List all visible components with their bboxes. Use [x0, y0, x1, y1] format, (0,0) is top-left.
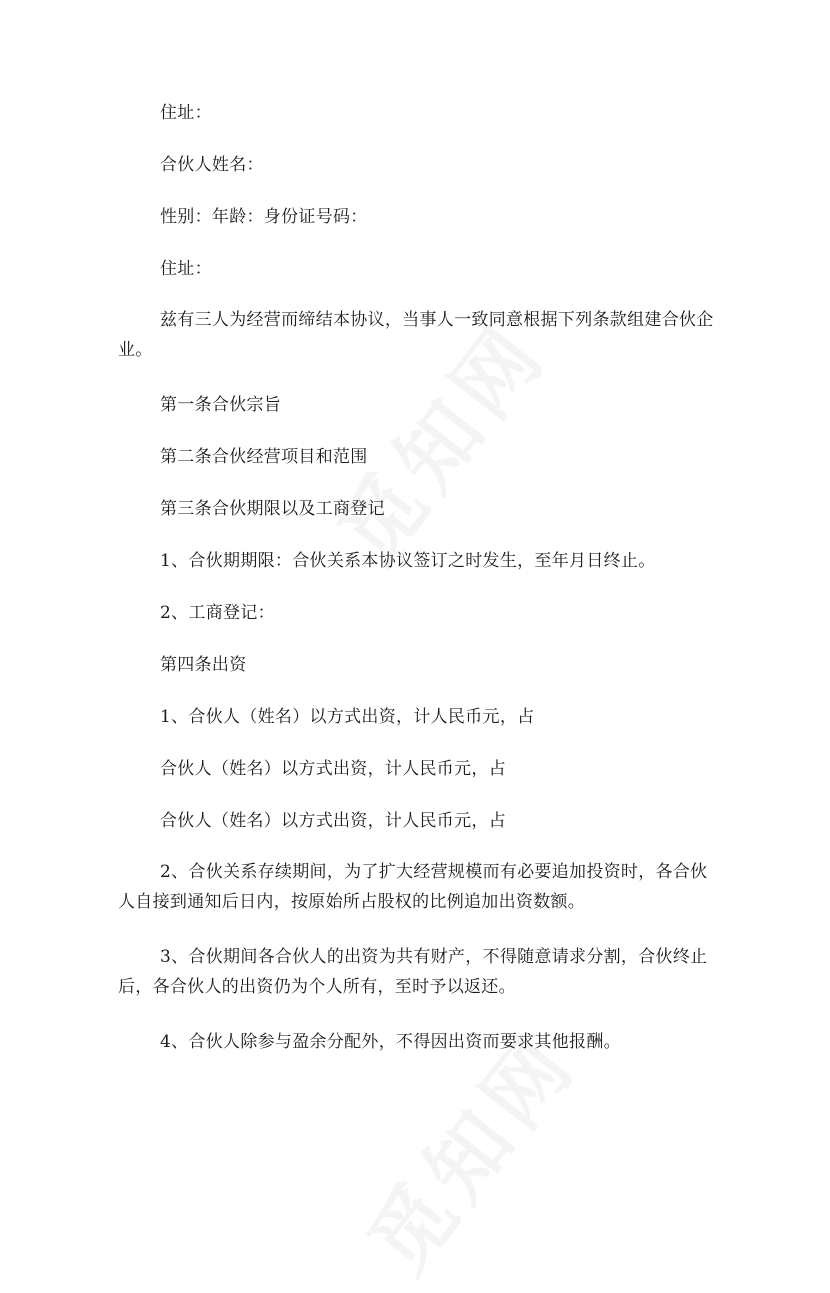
paragraph-article-4: 第四条出资 — [160, 655, 247, 675]
paragraph-address-2: 住址： — [160, 259, 212, 279]
paragraph-article-2: 第二条合伙经营项目和范围 — [160, 447, 368, 467]
paragraph-contribution-3: 合伙人（姓名）以方式出资，计人民币元，占 — [160, 811, 506, 831]
paragraph-registration: 2、工商登记： — [160, 603, 275, 623]
paragraph-gender-age-id: 性别：年龄：身份证号码： — [160, 207, 368, 227]
paragraph-article-1: 第一条合伙宗旨 — [160, 395, 282, 415]
paragraph-additional-investment: 2、合伙关系存续期间，为了扩大经营规模而有必要追加投资时，各合伙人自接到通知后日内，按原始所占股权的比例追加出资数额。 — [118, 862, 708, 912]
paragraph-partner-name: 合伙人姓名： — [160, 155, 264, 175]
paragraph-term: 1、合伙期期限：合伙关系本协议签订之时发生，至年月日终止。 — [160, 551, 656, 571]
paragraph-common-property: 3、合伙期间各合伙人的出资为共有财产，不得随意请求分割，合伙终止后，各合伙人的出资仍为个人所有，至时予以返还。 — [118, 947, 708, 997]
paragraph-address-1: 住址： — [160, 103, 212, 123]
paragraph-article-3: 第三条合伙期限以及工商登记 — [160, 499, 385, 519]
paragraph-intro: 兹有三人为经营而缔结本协议，当事人一致同意根据下列条款组建合伙企业。 — [118, 310, 714, 360]
paragraph-remuneration: 4、合伙人除参与盈余分配外，不得因出资而要求其他报酬。 — [160, 1032, 621, 1052]
paragraph-contribution-2: 合伙人（姓名）以方式出资，计人民币元，占 — [160, 759, 506, 779]
paragraph-contribution-1: 1、合伙人（姓名）以方式出资，计人民币元，占 — [160, 707, 535, 727]
